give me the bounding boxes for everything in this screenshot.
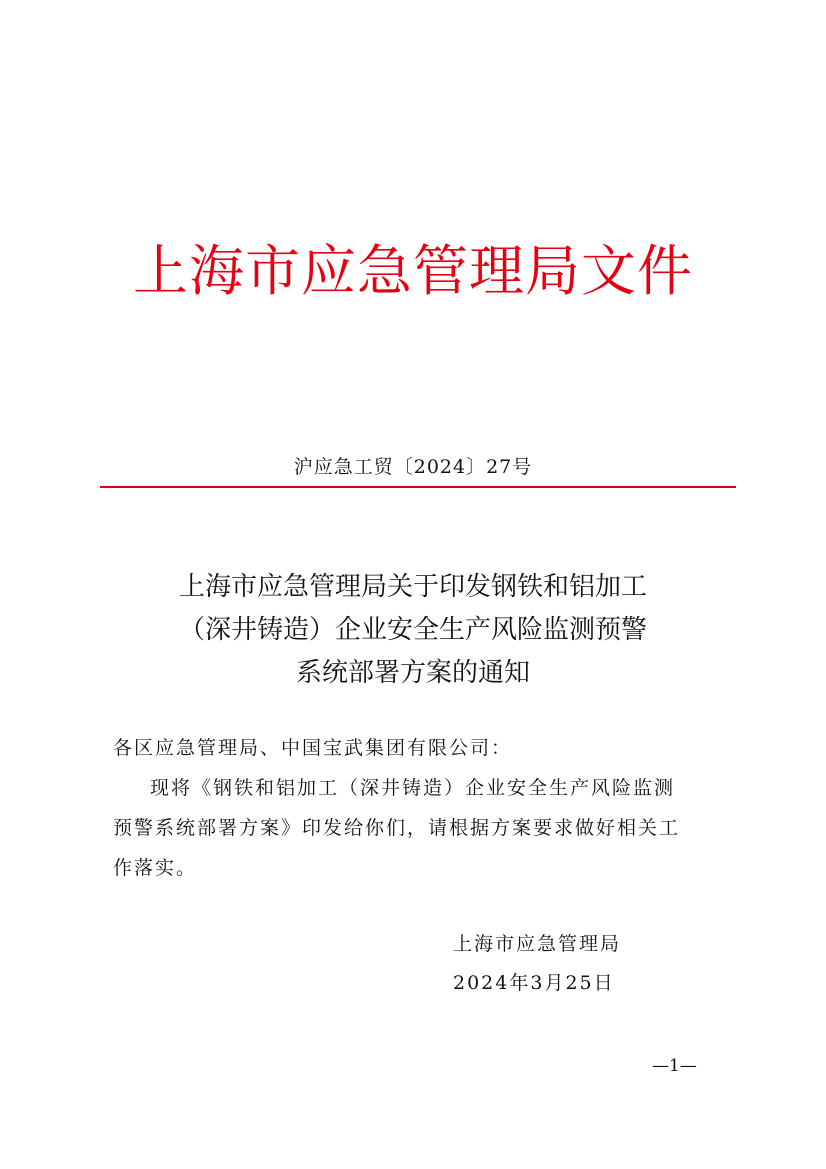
signature-date: 2024年3月25日 xyxy=(453,972,615,994)
signature-organization: 上海市应急管理局 xyxy=(453,933,622,955)
title-line: 上海市应急管理局关于印发钢铁和铝加工 xyxy=(178,572,647,602)
document-number: 沪应急工贸〔2024〕27号 xyxy=(293,456,533,478)
body-text-line: 现将《钢铁和铝加工（深井铸造）企业安全生产风险监测 xyxy=(150,777,676,799)
salutation: 各区应急管理局、中国宝武集团有限公司： xyxy=(113,737,513,759)
body-text-line: 预警系统部署方案》印发给你们，请根据方案要求做好相关工 xyxy=(113,817,681,839)
document-masthead: 上海市应急管理局文件 xyxy=(132,239,693,303)
title-line: （深井铸造）企业安全生产风险监测预警 xyxy=(178,615,647,645)
red-separator-line xyxy=(100,486,736,488)
body-text-line: 作落实。 xyxy=(113,857,198,879)
page-number: —1— xyxy=(652,1056,697,1076)
document-title xyxy=(0,566,826,695)
title-line: 系统部署方案的通知 xyxy=(295,658,530,688)
